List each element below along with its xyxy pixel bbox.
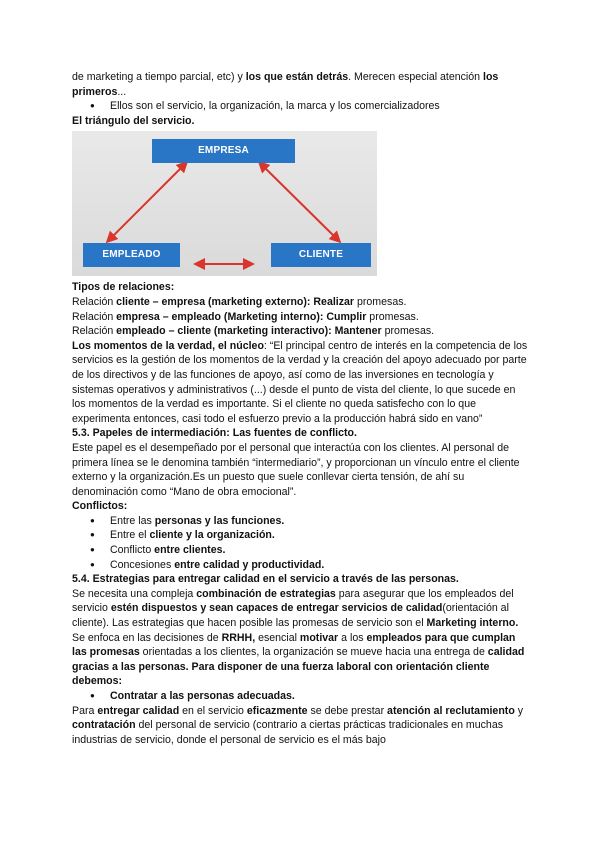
text-bold: entre clientes. [154,544,226,557]
text-bold: eficazmente [246,704,308,717]
text: Relación [72,295,117,308]
service-triangle-diagram [72,131,377,276]
section-54-paragraph [72,587,530,689]
list-item [72,689,530,704]
text-bold: entregar calidad [97,704,180,717]
text-bold: los que están detrás [245,71,349,83]
list-item: ● Ellos son el servicio, la organización, la marca y los comercializadores [72,99,530,114]
box-label: EMPRESA [198,145,249,157]
text: a los [338,631,367,644]
text: Se enfoca en las decisiones de [72,631,222,644]
text-bold: atención al reclutamiento [387,704,515,717]
text: promesas. [354,295,407,308]
text-bold: empleados para que cumplan las promesas [72,631,516,659]
triangle-title: El triángulo del servicio. [72,114,195,127]
text-bold: RRHH, [221,631,256,644]
text: Para [72,704,98,717]
arrow-empresa-empleado [110,165,184,239]
text: orientadas a los clientes, la organización se mueve hacia una entrega de [139,646,488,659]
box-empresa [152,139,295,163]
text-bold: calidad gracias a las personas. Para disponer de una fuerza laboral con orientación cliente debemos: [72,646,525,688]
text: Relación [72,325,117,338]
intro-list [72,99,530,114]
moments-paragraph [72,339,530,427]
text-bold: personas y las funciones. [154,514,285,527]
text: promesas. [381,325,435,338]
text: esencial [255,631,300,644]
text: Entre las [110,514,155,527]
relations-title: Tipos de relaciones: [72,281,175,294]
text: de marketing a tiempo parcial, etc) y [72,71,246,83]
text: Conflicto [110,544,155,557]
text-bold: Marketing interno. [426,617,519,630]
text: en el servicio [179,704,247,717]
strategies-list [72,689,530,704]
text: Entre el [110,529,150,542]
text-bold: contratación [72,719,136,732]
text: (orientación al cliente). Las estrategias que hacen posible las promesas de servicio son el [72,602,509,630]
box-label: EMPLEADO [102,249,161,261]
box-label: CLIENTE [298,249,344,261]
section-54-title: 5.4. Estrategias para entregar calidad en el servicio a través de las personas. [72,573,459,586]
text-bold: cliente – empresa (marketing externo): Realizar [116,295,355,308]
text: promesas. [366,310,419,323]
text-bold: empleado – cliente (marketing interactivo): Mantener [116,325,382,338]
text-bold: Contratar a las personas adecuadas. [110,690,295,702]
text: del personal de servicio (contrario a ciertas prácticas tradicionales en muchas industrias de servicio, donde el personal de servicio es el más bajo [72,719,504,746]
relation-line [72,295,530,310]
list-item [72,558,530,573]
relation-line [72,324,530,339]
arrow-empresa-cliente [262,165,337,239]
relation-line [72,310,530,325]
text: Se necesita una compleja [72,587,197,600]
intro-paragraph [72,70,530,99]
text-bold: los primeros [72,71,499,98]
text-bold: Los momentos de la verdad, el núcleo [72,339,264,352]
text-bold: cliente y la organización. [149,529,275,542]
section-53-title: 5.3. Papeles de intermediación: Las fuentes de conflicto. [72,427,357,440]
text: Concesiones [110,558,175,571]
box-cliente [271,243,371,267]
text: . Merecen especial atención [348,71,484,83]
text-bold: entre calidad y productividad. [174,558,325,571]
text-bold: empresa – empleado (Marketing interno): Cumplir [116,310,367,323]
section-53-paragraph: Este papel es el desempeñado por el personal que interactúa con los clientes. Al personal de primera línea se le denomina también “intermediario”, y proporcionan un vínculo entre el cliente externo y la organización.Es un puesto que suele conllevar cierta tensión, de ahí su denominación como “Mano de obra emocional”. [72,441,520,498]
text-bold: estén dispuestos y sean capaces de entregar servicios de calidad [110,602,443,615]
conflicts-title: Conflictos: [72,500,128,513]
text: y [514,704,524,717]
box-empleado [83,243,180,267]
text-bold: motivar [299,631,339,644]
text: se debe prestar [307,704,388,717]
text: Relación [72,310,117,323]
text-bold: combinación de estrategias [196,587,336,600]
text: para asegurar que los empleados del servicio [72,587,514,615]
recruitment-paragraph [72,704,530,748]
text: : “El principal centro de interés en la competencia de los servicios es la gestión de los momentos de la verdad y la creación del apoyo adecuado por parte de los directivos y de las funciones de apoyo, así como de las inversiones en tecnología y sistemas operativos y administrativos (...) desde el punto de vista del cliente, lo que sucede en los momentos de la verdad es importante. Si el cliente no queda satisfecho con lo que experimenta entonces, casi todo el esfuerzo previo a la producción habrá sido en vano” [72,339,528,425]
document-page [72,70,530,747]
list-item [72,543,530,558]
conflicts-list [72,514,530,572]
list-item [72,514,530,529]
text: ... [117,85,127,98]
list-item [72,528,530,543]
